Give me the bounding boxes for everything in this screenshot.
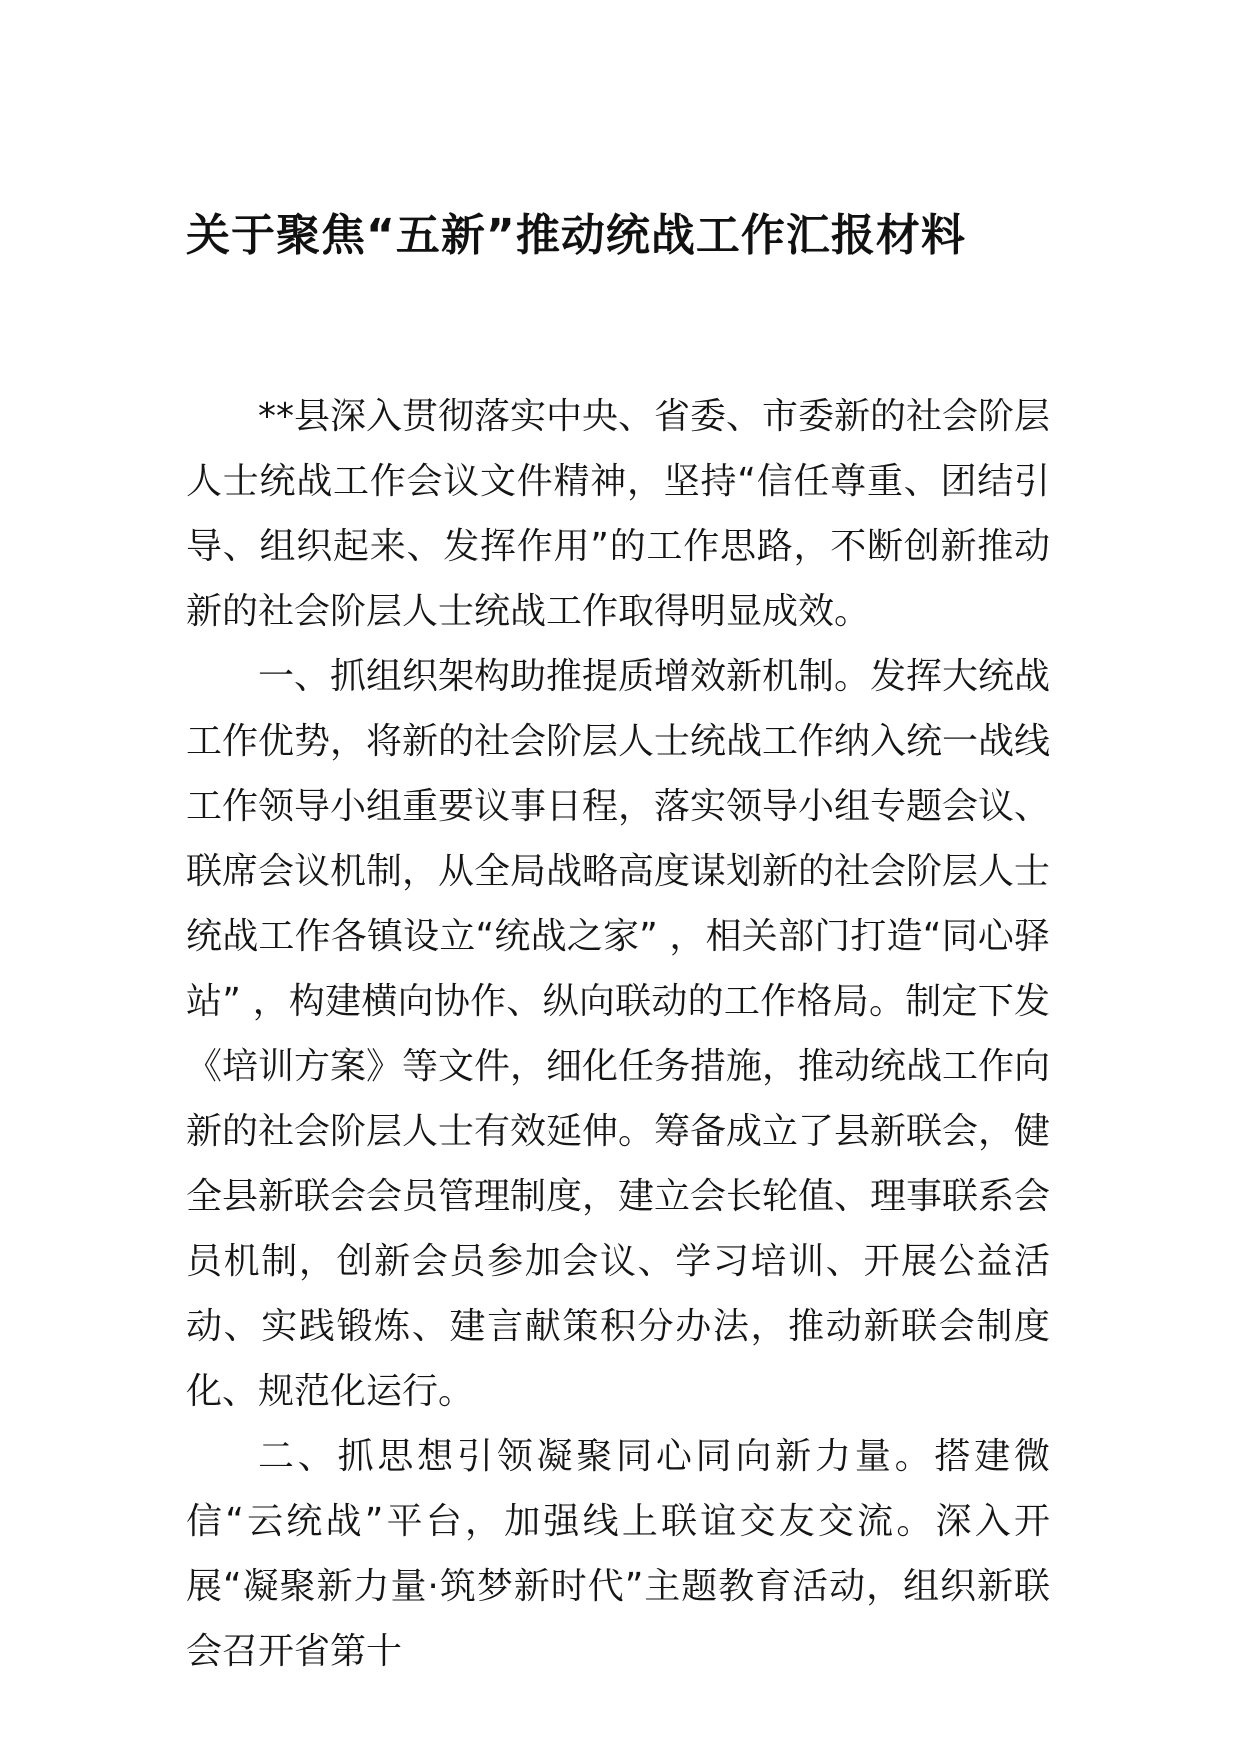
section-one-paragraph: 一、抓组织架构助推提质增效新机制。发挥大统战工作优势，将新的社会阶层人士统战工作纳入统一战线工作领导小组重要议事日程，落实领导小组专题会议、联席会议机制，从全局战略高度谋划新的社会阶层人士统战工作各镇设立“统战之家” ，相关部门打造“同心驿站” ，构建横向协作、纵向联动的工作格局。制定下发《培训方案》等文件，细化任务措施，推动统战工作向新的社会阶层人士有效延伸。筹备成立了县新联会，健全县新联会会员管理制度，建立会长轮值、理事联系会员机制，创新会员参加会议、学习培训、开展公益活动、实践锻炼、建言献策积分办法，推动新联会制度化、规范化运行。 bbox=[186, 656, 1051, 1412]
section-two-paragraph: 二、抓思想引领凝聚同心同向新力量。搭建微信“云统战”平台，加强线上联谊交友交流。深入开展“凝聚新力量·筑梦新时代”主题教育活动，组织新联会召开省第十 bbox=[186, 1436, 1050, 1672]
document-body bbox=[186, 384, 1050, 1684]
document-title: 关于聚焦“五新”推动统战工作汇报材料 bbox=[186, 210, 966, 261]
intro-paragraph: **县深入贯彻落实中央、省委、市委新的社会阶层人士统战工作会议文件精神，坚持“信任尊重、团结引导、组织起来、发挥作用”的工作思路，不断创新推动新的社会阶层人士统战工作取得明显成效。 bbox=[186, 396, 1051, 632]
